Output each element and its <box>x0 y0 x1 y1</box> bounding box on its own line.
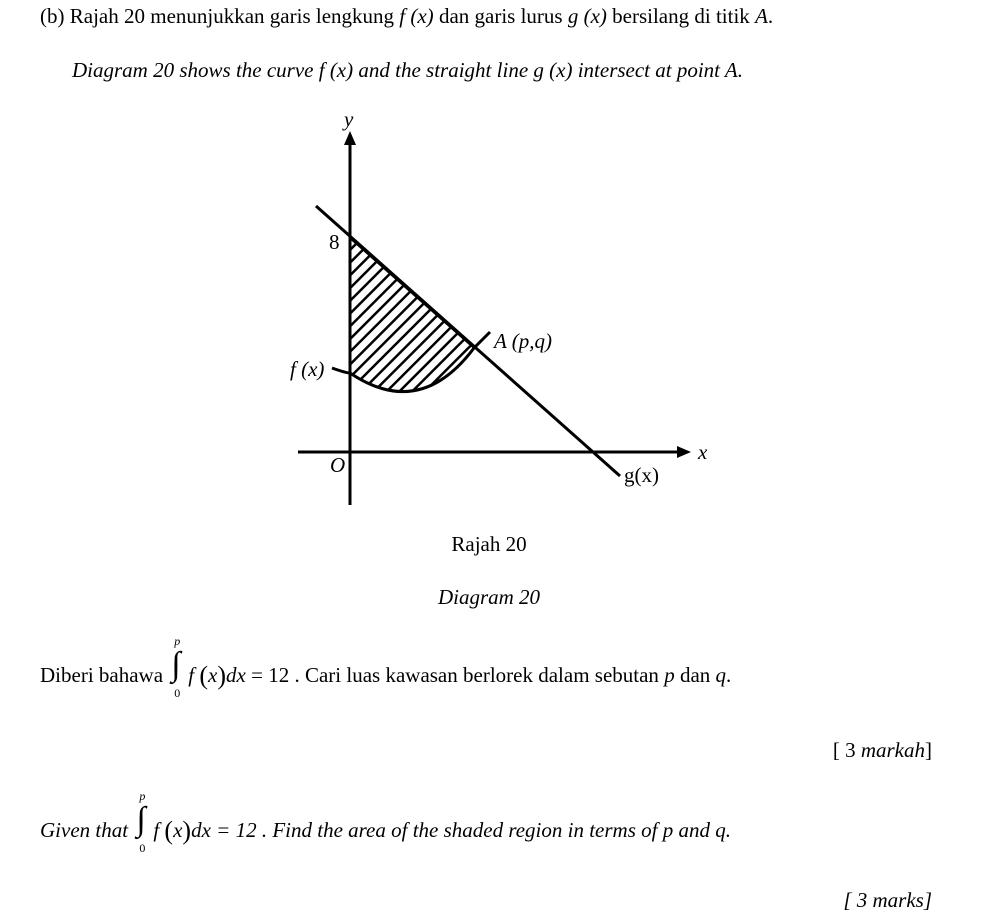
fx-term: f (x) <box>399 4 434 28</box>
y-intercept-label: 8 <box>329 230 340 254</box>
marks-english: [ 3 marks] <box>843 888 932 912</box>
question-malay: (b) Rajah 20 menunjukkan garis lengkung f (x) dan garis lurus g (x) bersilang di titik A. <box>40 4 774 28</box>
y-axis-label: y <box>344 107 354 131</box>
y-axis-arrow <box>344 131 356 145</box>
curve-label: f (x) <box>290 357 325 381</box>
caption-english: Diagram 20 <box>437 585 541 609</box>
x-axis-arrow <box>677 446 691 458</box>
integral-sign: ∫ p 0 <box>171 634 181 700</box>
given-malay: Diberi bahawa ∫ p 0 f (x)dx = 12 . Cari luas kawasan berlorek dalam sebutan p dan q. <box>40 634 732 700</box>
origin-label: O <box>330 453 346 477</box>
question-english: Diagram 20 shows the curve f (x) and the straight line g (x) intersect at point A. <box>72 58 743 82</box>
marks-malay: [ 3 markah] <box>832 738 932 762</box>
integral-sign-en: ∫ p 0 <box>136 789 146 855</box>
point-a-label: A (p,q) <box>494 329 552 353</box>
line-label: g(x) <box>624 463 659 487</box>
given-english: Given that ∫ p 0 f (x)dx = 12 . Find the area of the shaded region in terms of p and q. <box>40 789 731 855</box>
point-a-term: A <box>755 4 768 28</box>
caption-malay: Rajah 20 <box>451 532 527 556</box>
x-axis-label: x <box>698 440 708 464</box>
question-part-label: (b) <box>40 4 65 28</box>
gx-term: g (x) <box>567 4 607 28</box>
